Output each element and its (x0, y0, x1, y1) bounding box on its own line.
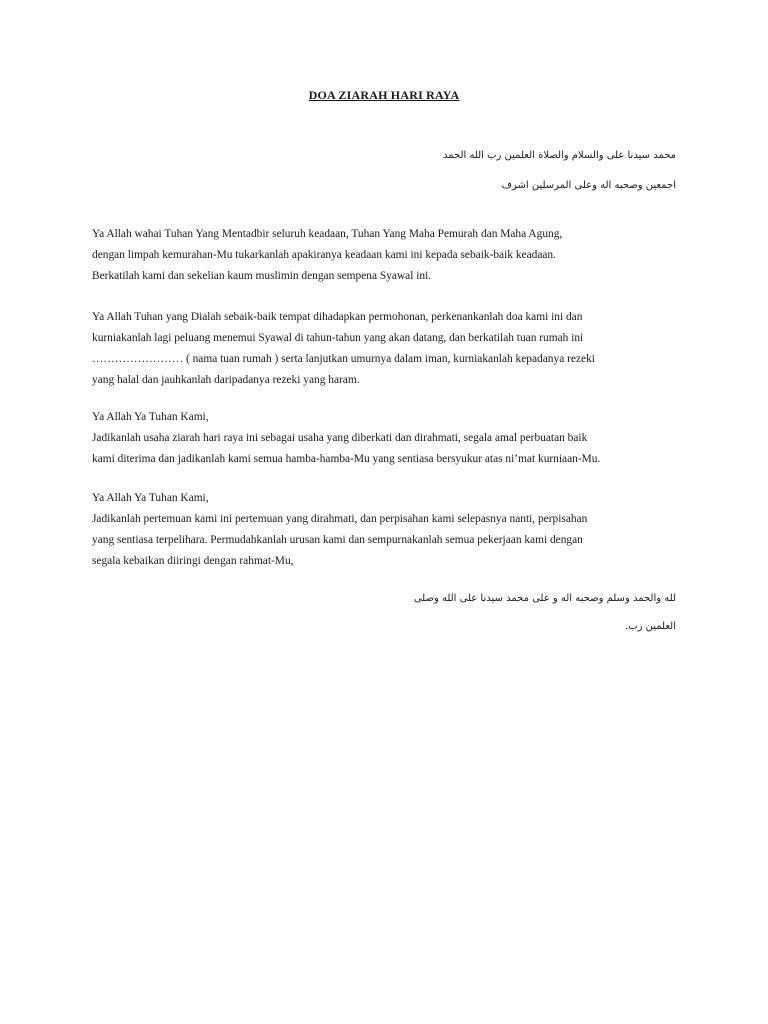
paragraph-2 (92, 307, 682, 391)
paragraph-line: segala kebaikan diiringi dengan rahmat-Mu, (92, 555, 294, 567)
paragraph-line: Ya Allah Ya Tuhan Kami, (92, 492, 209, 504)
paragraph-1 (92, 224, 682, 287)
paragraph-line: yang halal dan jauhkanlah daripadanya rezeki yang haram. (92, 374, 360, 386)
paragraph-line: kami diterima dan jadikanlah kami semua hamba-hamba-Mu yang sentiasa bersyukur atas ni’mat kurniaan-Mu. (92, 453, 601, 465)
paragraph-line: kurniakanlah lagi peluang menemui Syawal di tahun-tahun yang akan datang, dan berkatilah tuan rumah ini (92, 332, 584, 344)
arabic-opening-line-2: اجمعين وصحبه اله وعلى المرسلين اشرف (501, 180, 676, 191)
paragraph-line: Berkatilah kami dan sekelian kaum muslimin dengan sempena Syawal ini. (92, 270, 432, 282)
paragraph-line: dengan limpah kemurahan-Mu tukarkanlah apakiranya keadaan kami ini kepada sebaik-baik keadaan. (92, 249, 556, 261)
paragraph-4 (92, 488, 682, 572)
arabic-closing-line-2: العلمين رب. (625, 621, 676, 632)
paragraph-3 (92, 407, 682, 470)
paragraph-line: yang sentiasa terpelihara. Permudahkanlah urusan kami dan sempurnakanlah semua pekerjaan kami dengan (92, 534, 583, 546)
arabic-opening-line-1: محمد سيدنا على والسلام والصلاة العلمين رب الله الحمد (442, 150, 676, 161)
document-title: DOA ZIARAH HARI RAYA (308, 88, 460, 102)
paragraph-line: Ya Allah Ya Tuhan Kami, (92, 411, 209, 423)
paragraph-line: Ya Allah Tuhan yang Dialah sebaik-baik tempat dihadapkan permohonan, perkenankanlah doa kami ini dan (92, 311, 583, 323)
arabic-closing-line-1: لله والحمد وسلم وصحبه اله و على محمد سيدنا على الله وصلى (413, 593, 676, 604)
paragraph-line: Ya Allah wahai Tuhan Yang Mentadbir seluruh keadaan, Tuhan Yang Maha Pemurah dan Maha Agung, (92, 228, 563, 240)
paragraph-line: …………………… ( nama tuan rumah ) serta lanjutkan umurnya dalam iman, kurniakanlah kepadanya rezeki (92, 353, 595, 365)
paragraph-line: Jadikanlah pertemuan kami ini pertemuan yang dirahmati, dan perpisahan kami selepasnya nanti, perpisahan (92, 513, 588, 525)
paragraph-line: Jadikanlah usaha ziarah hari raya ini sebagai usaha yang diberkati dan dirahmati, segala amal perbuatan baik (92, 432, 588, 444)
